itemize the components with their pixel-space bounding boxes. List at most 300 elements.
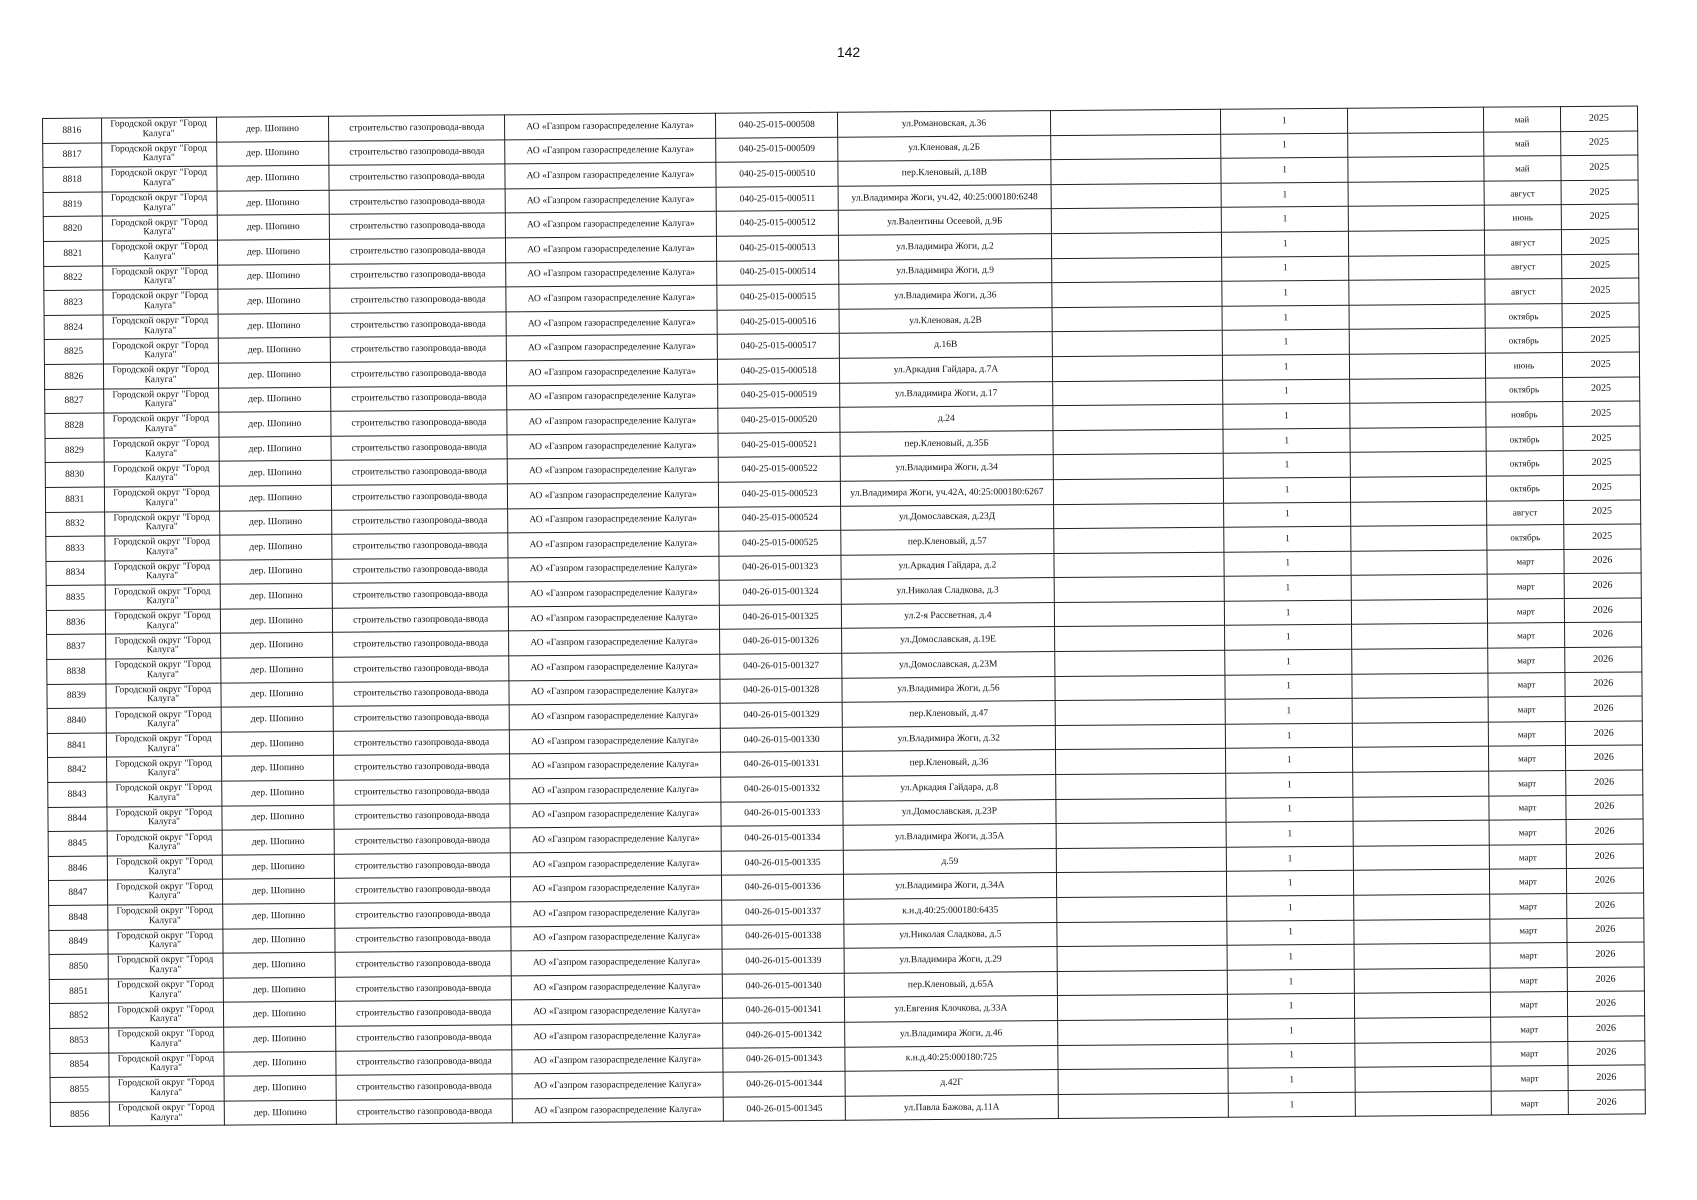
year-cell: 2026 (1566, 819, 1644, 844)
municipality-cell: Городской округ "Город Калуга" (105, 584, 220, 609)
settlement-cell: дер. Шопино (217, 239, 330, 264)
blank-cell (1356, 1091, 1492, 1117)
row-number: 8846 (48, 856, 107, 881)
month-cell: март (1488, 672, 1564, 697)
code-cell: 040-26-015-001338 (722, 924, 844, 950)
organization-cell: АО «Газпром газораспределение Калуга» (512, 1048, 723, 1074)
code-cell: 040-26-015-001332 (721, 776, 843, 802)
row-number: 8856 (50, 1102, 109, 1127)
row-number: 8841 (47, 733, 106, 758)
settlement-cell: дер. Шопино (218, 313, 331, 338)
quantity-cell: 1 (1222, 330, 1350, 356)
code-cell: 040-25-015-000521 (718, 432, 840, 458)
municipality-cell: Городской округ "Город Калуга" (103, 314, 218, 339)
row-number: 8835 (46, 585, 105, 610)
quantity-cell: 1 (1224, 526, 1352, 552)
blank-cell (1353, 820, 1489, 846)
address-cell: ул.Павла Бажова, д.11А (846, 1094, 1058, 1120)
quantity-cell: 1 (1222, 354, 1350, 380)
blank-cell (1349, 230, 1485, 256)
municipality-cell: Городской округ "Город Калуга" (108, 1027, 223, 1052)
code-cell: 040-25-015-000510 (716, 161, 838, 187)
month-cell: март (1489, 820, 1565, 845)
municipality-cell: Городской округ "Город Калуга" (105, 683, 220, 708)
code-cell: 040-26-015-001327 (720, 653, 842, 679)
municipality-cell: Городской округ "Город Калуга" (106, 781, 221, 806)
organization-cell: АО «Газпром газораспределение Калуга» (508, 580, 719, 606)
address-cell: ул.Владимира Жоги, д.46 (845, 1021, 1057, 1047)
code-cell: 040-25-015-000512 (716, 211, 838, 237)
work-type-cell: строительство газопровода-ввода (331, 410, 507, 436)
settlement-cell: дер. Шопино (223, 1051, 336, 1076)
quantity-cell: 1 (1226, 846, 1354, 872)
organization-cell: АО «Газпром газораспределение Калуга» (510, 802, 721, 828)
work-type-cell: строительство газопровода-ввода (329, 115, 505, 141)
address-cell: ул.Владимира Жоги, д.35А (843, 824, 1055, 850)
quantity-cell: 1 (1225, 698, 1353, 724)
month-cell: май (1484, 156, 1560, 181)
municipality-cell: Городской округ "Город Калуга" (105, 560, 220, 585)
year-cell: 2026 (1564, 573, 1642, 598)
quantity-cell: 1 (1228, 1043, 1356, 1069)
blank-cell (1350, 402, 1486, 428)
blank-cell (1355, 993, 1491, 1019)
work-type-cell: строительство газопровода-ввода (330, 238, 506, 264)
blank-cell (1352, 624, 1488, 650)
work-type-cell: строительство газопровода-ввода (334, 779, 510, 805)
month-cell: март (1490, 869, 1566, 894)
settlement-cell: дер. Шопино (224, 1100, 337, 1125)
row-number: 8834 (46, 561, 105, 586)
quantity-cell: 1 (1224, 625, 1352, 651)
settlement-cell: дер. Шопино (222, 903, 335, 928)
work-type-cell: строительство газопровода-ввода (333, 607, 509, 633)
code-cell: 040-25-015-000508 (716, 112, 838, 138)
row-number: 8827 (45, 389, 104, 414)
organization-cell: АО «Газпром газораспределение Калуга» (507, 433, 718, 459)
municipality-cell: Городской округ "Город Калуга" (106, 757, 221, 782)
address-cell: ул.Владимира Жоги, д.29 (844, 947, 1056, 973)
blank-cell (1057, 1044, 1228, 1070)
blank-cell (1355, 1017, 1491, 1043)
settlement-cell: дер. Шопино (220, 633, 333, 658)
organization-cell: АО «Газпром газораспределение Калуга» (504, 113, 715, 139)
quantity-cell: 1 (1221, 207, 1349, 233)
blank-cell (1351, 501, 1487, 527)
work-type-cell: строительство газопровода-ввода (335, 853, 511, 879)
organization-cell: АО «Газпром газораспределение Калуга» (509, 728, 720, 754)
month-cell: октябрь (1485, 303, 1561, 328)
work-type-cell: строительство газопровода-ввода (329, 164, 505, 190)
blank-cell (1353, 722, 1489, 748)
work-type-cell: строительство газопровода-ввода (329, 139, 505, 165)
month-cell: март (1490, 918, 1566, 943)
municipality-cell: Городской округ "Город Калуга" (102, 240, 217, 265)
quantity-cell: 1 (1222, 305, 1350, 331)
month-cell: октябрь (1486, 451, 1562, 476)
address-cell: д.16В (840, 332, 1052, 358)
quantity-cell: 1 (1228, 1067, 1356, 1093)
quantity-cell: 1 (1227, 895, 1355, 921)
blank-cell (1054, 675, 1225, 701)
blank-cell (1052, 331, 1223, 357)
settlement-cell: дер. Шопино (219, 534, 332, 559)
row-number: 8826 (44, 364, 103, 389)
blank-cell (1351, 476, 1487, 502)
municipality-cell: Городской округ "Город Калуга" (103, 388, 218, 413)
row-number: 8820 (43, 216, 102, 241)
quantity-cell: 1 (1222, 280, 1350, 306)
code-cell: 040-26-015-001342 (723, 1022, 845, 1048)
month-cell: август (1484, 180, 1560, 205)
work-type-cell: строительство газопровода-ввода (336, 1074, 512, 1100)
quantity-cell: 1 (1227, 920, 1355, 946)
year-cell: 2026 (1567, 1041, 1645, 1066)
blank-cell (1354, 919, 1490, 945)
quantity-cell: 1 (1226, 821, 1354, 847)
settlement-cell: дер. Шопино (218, 338, 331, 363)
settlement-cell: дер. Шопино (220, 584, 333, 609)
quantity-cell: 1 (1221, 157, 1349, 183)
month-cell: март (1490, 844, 1566, 869)
blank-cell (1056, 921, 1227, 947)
month-cell: март (1491, 1090, 1567, 1115)
blank-cell (1355, 1066, 1491, 1092)
blank-cell (1348, 181, 1484, 207)
blank-cell (1349, 255, 1485, 281)
blank-cell (1055, 749, 1226, 775)
blank-cell (1055, 773, 1226, 799)
blank-cell (1056, 872, 1227, 898)
year-cell: 2026 (1566, 844, 1644, 869)
month-cell: март (1491, 992, 1567, 1017)
month-cell: март (1489, 795, 1565, 820)
work-type-cell: строительство газопровода-ввода (333, 631, 509, 657)
municipality-cell: Городской округ "Город Калуга" (104, 461, 219, 486)
quantity-cell: 1 (1220, 108, 1348, 134)
settlement-cell: дер. Шопино (216, 141, 329, 166)
work-type-cell: строительство газопровода-ввода (336, 1000, 512, 1026)
month-cell: март (1489, 771, 1565, 796)
blank-cell (1350, 427, 1486, 453)
quantity-cell: 1 (1223, 453, 1351, 479)
settlement-cell: дер. Шопино (221, 756, 334, 781)
settlement-cell: дер. Шопино (219, 461, 332, 486)
organization-cell: АО «Газпром газораспределение Калуга» (506, 335, 717, 361)
row-number: 8819 (43, 192, 102, 217)
address-cell: ул.Владимира Жоги, д.34А (844, 873, 1056, 899)
address-cell: ул.Владимира Жоги, д.9 (839, 258, 1051, 284)
settlement-cell: дер. Шопино (219, 510, 332, 535)
municipality-cell: Городской округ "Город Калуга" (103, 412, 218, 437)
quantity-cell: 1 (1222, 379, 1350, 405)
address-cell: ул.Романовская, д.36 (838, 111, 1050, 137)
blank-cell (1355, 968, 1491, 994)
organization-cell: АО «Газпром газораспределение Калуга» (505, 212, 716, 238)
year-cell: 2026 (1565, 696, 1643, 721)
blank-cell (1053, 429, 1224, 455)
code-cell: 040-26-015-001341 (723, 998, 845, 1024)
code-cell: 040-26-015-001324 (719, 580, 841, 606)
municipality-cell: Городской округ "Город Калуга" (107, 880, 222, 905)
blank-cell (1055, 798, 1226, 824)
address-cell: к.н.д.40:25:000180:725 (845, 1045, 1057, 1071)
row-number: 8849 (49, 930, 108, 955)
municipality-cell: Городской округ "Город Калуга" (108, 1002, 223, 1027)
settlement-cell: дер. Шопино (223, 952, 336, 977)
code-cell: 040-26-015-001323 (719, 555, 841, 581)
municipality-cell: Городской округ "Город Калуга" (101, 117, 216, 142)
month-cell: май (1484, 131, 1560, 156)
quantity-cell: 1 (1227, 944, 1355, 970)
row-number: 8817 (43, 143, 102, 168)
code-cell: 040-25-015-000517 (717, 334, 839, 360)
municipality-cell: Городской округ "Город Калуга" (104, 535, 219, 560)
organization-cell: АО «Газпром газораспределение Калуга» (509, 703, 720, 729)
row-number: 8851 (49, 979, 108, 1004)
work-type-cell: строительство газопровода-ввода (330, 262, 506, 288)
municipality-cell: Городской округ "Город Калуга" (107, 904, 222, 929)
year-cell: 2026 (1568, 1065, 1646, 1090)
municipality-cell: Городской округ "Город Калуга" (106, 806, 221, 831)
organization-cell: АО «Газпром газораспределение Калуга» (511, 925, 722, 951)
year-cell: 2026 (1566, 918, 1644, 943)
organization-cell: АО «Газпром газораспределение Калуга» (506, 261, 717, 287)
municipality-cell: Городской округ "Город Калуга" (105, 634, 220, 659)
month-cell: июнь (1485, 205, 1561, 230)
row-number: 8816 (43, 118, 102, 143)
address-cell: ул.Владимира Жоги, д.36 (839, 283, 1051, 309)
address-cell: ул.Домославская, д.23Р (843, 799, 1055, 825)
quantity-cell: 1 (1226, 871, 1354, 897)
work-type-cell: строительство газопровода-ввода (331, 385, 507, 411)
settlement-cell: дер. Шопино (218, 387, 331, 412)
blank-cell (1057, 945, 1228, 971)
quantity-cell: 1 (1223, 477, 1351, 503)
municipality-cell: Городской округ "Город Калуга" (102, 289, 217, 314)
organization-cell: АО «Газпром газораспределение Калуга» (507, 408, 718, 434)
organization-cell: АО «Газпром газораспределение Калуга» (509, 654, 720, 680)
month-cell: октябрь (1485, 328, 1561, 353)
blank-cell (1351, 451, 1487, 477)
month-cell: март (1490, 894, 1566, 919)
blank-cell (1050, 158, 1221, 184)
year-cell: 2026 (1567, 942, 1645, 967)
year-cell: 2026 (1566, 868, 1644, 893)
organization-cell: АО «Газпром газораспределение Калуга» (505, 138, 716, 164)
row-number: 8830 (45, 462, 104, 487)
address-cell: ул.Владимира Жоги, д.56 (842, 676, 1054, 702)
municipality-cell: Городской округ "Город Калуга" (106, 707, 221, 732)
work-type-cell: строительство газопровода-ввода (335, 877, 511, 903)
settlement-cell: дер. Шопино (219, 436, 332, 461)
settlement-cell: дер. Шопино (220, 682, 333, 707)
year-cell: 2025 (1561, 204, 1639, 229)
address-cell: к.н.д.40:25:000180:6435 (844, 898, 1056, 924)
organization-cell: АО «Газпром газораспределение Калуга» (507, 384, 718, 410)
work-type-cell: строительство газопровода-ввода (332, 558, 508, 584)
municipality-cell: Городской округ "Город Калуга" (108, 1052, 223, 1077)
blank-cell (1351, 550, 1487, 576)
address-cell: ул.Владимира Жоги, д.34 (841, 455, 1053, 481)
blank-cell (1054, 601, 1225, 627)
month-cell: ноябрь (1486, 402, 1562, 427)
blank-cell (1349, 279, 1485, 305)
blank-cell (1353, 771, 1489, 797)
row-number: 8850 (49, 954, 108, 979)
blank-cell (1052, 355, 1223, 381)
month-cell: март (1491, 1041, 1567, 1066)
code-cell: 040-26-015-001333 (721, 801, 843, 827)
month-cell: март (1489, 721, 1565, 746)
work-type-cell: строительство газопровода-ввода (333, 656, 509, 682)
settlement-cell: дер. Шопино (223, 1002, 336, 1027)
organization-cell: АО «Газпром газораспределение Калуга» (509, 630, 720, 656)
month-cell: март (1487, 574, 1563, 599)
quantity-cell: 1 (1221, 133, 1349, 159)
blank-cell (1350, 329, 1486, 355)
settlement-cell: дер. Шопино (219, 559, 332, 584)
address-cell: ул.Домославская, д.19Е (842, 627, 1054, 653)
year-cell: 2025 (1560, 106, 1638, 131)
month-cell: август (1485, 279, 1561, 304)
quantity-cell: 1 (1227, 994, 1355, 1020)
blank-cell (1053, 503, 1224, 529)
code-cell: 040-26-015-001339 (722, 948, 844, 974)
row-number: 8844 (48, 807, 107, 832)
municipality-cell: Городской округ "Город Калуга" (102, 265, 217, 290)
month-cell: август (1485, 254, 1561, 279)
organization-cell: АО «Газпром газораспределение Калуга» (511, 900, 722, 926)
address-cell: ул.Аркадия Гайдара, д.7А (840, 357, 1052, 383)
year-cell: 2025 (1560, 131, 1638, 156)
address-cell: д.24 (840, 406, 1052, 432)
quantity-cell: 1 (1225, 748, 1353, 774)
blank-cell (1350, 353, 1486, 379)
blank-cell (1052, 380, 1223, 406)
address-cell: ул.Николая Сладкова, д.3 (842, 578, 1054, 604)
settlement-cell: дер. Шопино (220, 608, 333, 633)
blank-cell (1052, 306, 1223, 332)
settlement-cell: дер. Шопино (222, 879, 335, 904)
work-type-cell: строительство газопровода-ввода (330, 213, 506, 239)
quantity-cell: 1 (1225, 649, 1353, 675)
blank-cell (1348, 132, 1484, 158)
code-cell: 040-25-015-000516 (717, 309, 839, 335)
year-cell: 2026 (1565, 795, 1643, 820)
work-type-cell: строительство газопровода-ввода (336, 1049, 512, 1075)
blank-cell (1053, 454, 1224, 480)
blank-cell (1056, 896, 1227, 922)
code-cell: 040-26-015-001334 (721, 825, 843, 851)
quantity-cell: 1 (1222, 256, 1350, 282)
address-cell: пер.Кленовый, д.35Б (840, 430, 1052, 456)
blank-cell (1353, 697, 1489, 723)
work-type-cell: строительство газопровода-ввода (331, 336, 507, 362)
code-cell: 040-25-015-000522 (718, 457, 840, 483)
organization-cell: АО «Газпром газораспределение Калуга» (508, 556, 719, 582)
address-cell: д.42Г (845, 1070, 1057, 1096)
quantity-cell: 1 (1225, 674, 1353, 700)
blank-cell (1352, 574, 1488, 600)
year-cell: 2026 (1565, 770, 1643, 795)
quantity-cell: 1 (1223, 403, 1351, 429)
row-number: 8821 (43, 241, 102, 266)
blank-cell (1351, 525, 1487, 551)
work-type-cell: строительство газопровода-ввода (332, 533, 508, 559)
year-cell: 2025 (1562, 376, 1640, 401)
year-cell: 2025 (1562, 352, 1640, 377)
address-cell: ул.Владимира Жоги, уч.42А, 40:25:000180:6267 (841, 479, 1053, 505)
settlement-cell: дер. Шопино (222, 854, 335, 879)
work-type-cell: строительство газопровода-ввода (335, 902, 511, 928)
code-cell: 040-25-015-000519 (718, 383, 840, 409)
month-cell: август (1487, 500, 1563, 525)
address-cell: пер.Кленовый, д.47 (842, 701, 1054, 727)
code-cell: 040-26-015-001328 (720, 678, 842, 704)
year-cell: 2025 (1563, 450, 1641, 475)
row-number: 8847 (48, 880, 107, 905)
blank-cell (1348, 107, 1484, 133)
row-number: 8818 (43, 167, 102, 192)
settlement-cell: дер. Шопино (216, 165, 329, 190)
row-number: 8853 (50, 1028, 109, 1053)
row-number: 8822 (44, 266, 103, 291)
blank-cell (1051, 281, 1222, 307)
address-cell: пер.Кленовый, д.36 (843, 750, 1055, 776)
municipality-cell: Городской округ "Город Калуга" (105, 658, 220, 683)
code-cell: 040-25-015-000518 (718, 358, 840, 384)
row-number: 8837 (47, 634, 106, 659)
month-cell: март (1488, 623, 1564, 648)
organization-cell: АО «Газпром газораспределение Калуга» (505, 236, 716, 262)
month-cell: март (1488, 648, 1564, 673)
quantity-cell: 1 (1228, 1092, 1356, 1118)
blank-cell (1352, 648, 1488, 674)
code-cell: 040-26-015-001330 (720, 727, 842, 753)
organization-cell: АО «Газпром газораспределение Калуга» (510, 826, 721, 852)
address-cell: ул.Валентины Осеевой, д.9Б (839, 209, 1051, 235)
organization-cell: АО «Газпром газораспределение Калуга» (511, 949, 722, 975)
year-cell: 2025 (1561, 229, 1639, 254)
code-cell: 040-26-015-001344 (723, 1071, 845, 1097)
year-cell: 2026 (1564, 647, 1642, 672)
year-cell: 2026 (1564, 598, 1642, 623)
address-cell: ул.Евгения Клочкова, д.33А (845, 996, 1057, 1022)
code-cell: 040-26-015-001337 (722, 899, 844, 925)
year-cell: 2026 (1565, 721, 1643, 746)
quantity-cell: 1 (1223, 428, 1351, 454)
address-cell: д.59 (844, 848, 1056, 874)
quantity-cell: 1 (1227, 969, 1355, 995)
organization-cell: АО «Газпром газораспределение Калуга» (512, 1023, 723, 1049)
month-cell: март (1488, 697, 1564, 722)
quantity-cell: 1 (1224, 551, 1352, 577)
municipality-cell: Городской округ "Город Калуга" (107, 855, 222, 880)
address-cell: ул.Владимира Жоги, д.2 (839, 234, 1051, 260)
code-cell: 040-26-015-001325 (719, 604, 841, 630)
year-cell: 2026 (1565, 745, 1643, 770)
code-cell: 040-26-015-001326 (720, 629, 842, 655)
year-cell: 2026 (1564, 622, 1642, 647)
month-cell: март (1491, 1017, 1567, 1042)
page-number: 142 (836, 44, 861, 60)
organization-cell: АО «Газпром газораспределение Калуга» (511, 999, 722, 1025)
row-number: 8829 (45, 438, 104, 463)
settlement-cell: дер. Шопино (217, 190, 330, 215)
municipality-cell: Городской округ "Город Калуга" (107, 830, 222, 855)
address-cell: ул.Домославская, д.23М (842, 652, 1054, 678)
